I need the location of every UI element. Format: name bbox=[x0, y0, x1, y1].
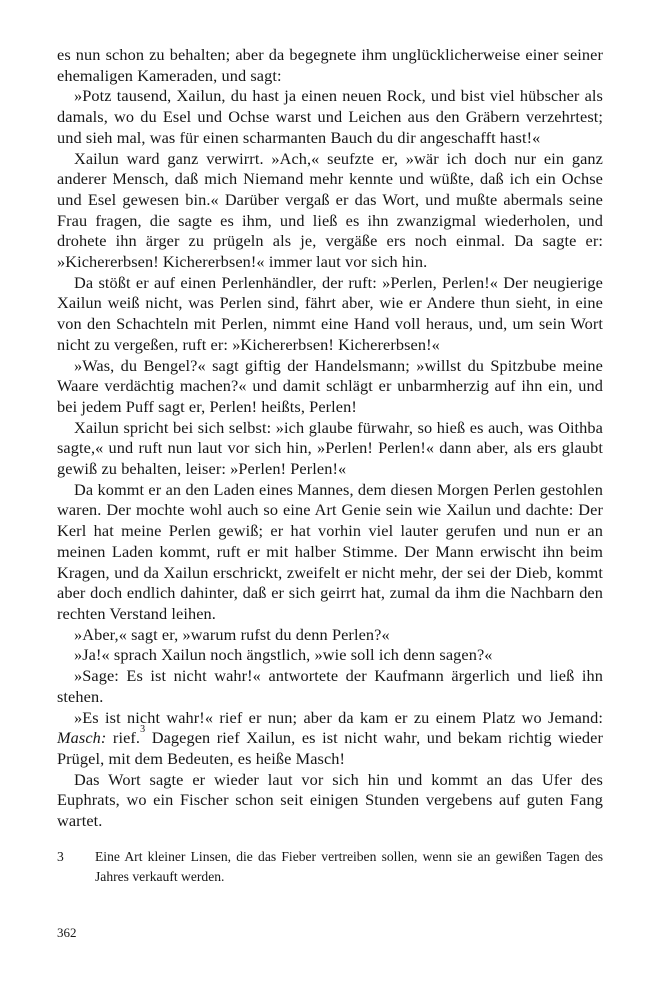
footnote bbox=[57, 847, 603, 887]
paragraph: Xailun spricht bei sich selbst: »ich glaube fürwahr, so hieß es auch, was Oithba sagte,« und ruft nun laut vor sich hin, »Perlen! Perlen!« dann aber, als ers glaubt gewiß zu behalten, leiser: »Perlen! Perlen!« bbox=[57, 417, 603, 479]
paragraph: Xailun ward ganz verwirrt. »Ach,« seufzte er, »wär ich doch nur ein ganz anderer Mensch, daß mich Niemand mehr kennte und wüßte, daß ich ein Ochse und Esel gewesen bin.« Darüber vergaß er das Wort, und mußte abermals seine Frau fragen, die sagte es ihm, und ließ es ihn zwanzigmal wiederholen, und drohete ihn ärger zu prügeln als je, vergäße ers noch einmal. Da sagte er: »Kichererbsen! Kichererbsen!« immer laut vor sich hin. bbox=[57, 148, 603, 272]
paragraph-text: rief. bbox=[106, 728, 141, 748]
paragraph: Da kommt er an den Laden eines Mannes, dem diesen Morgen Perlen gestohlen waren. Der mochte wohl auch so eine Art Genie sein wie Xailun und dachte: Der Kerl hat meine Perlen gewiß; er hat vorhin viel lauter gerufen und nun er an meinen Laden kommt, ruft er mit halber Stimme. Der Mann erwischt ihn beim Kragen, und da Xailun erschrickt, zweifelt er nicht mehr, der sei der Dieb, kommt aber doch endlich dahinter, daß er sich geirrt hat, zumal da ihm die Nachbarn den rechten Verstand leihen. bbox=[57, 479, 603, 623]
paragraph: »Ja!« sprach Xailun noch ängstlich, »wie soll ich denn sagen?« bbox=[74, 645, 493, 665]
paragraph-text: Dagegen rief Xailun, es ist nicht wahr, und bekam richtig wieder Prügel, mit dem Bedeuten, es heiße Masch! bbox=[57, 728, 603, 768]
paragraph bbox=[57, 708, 603, 770]
text-block bbox=[57, 45, 603, 832]
paragraph: es nun schon zu behalten; aber da begegnete ihm unglücklicherweise einer seiner ehemaligen Kameraden, und sagt: bbox=[57, 45, 603, 85]
footnote-text: Eine Art kleiner Linsen, die das Fieber vertreiben sollen, wenn sie an gewißen Tagen des Jahres verkauft werden. bbox=[95, 848, 603, 884]
page-number: 362 bbox=[57, 925, 77, 940]
paragraph: »Was, du Bengel?« sagt giftig der Handelsmann; »willst du Spitzbube meine Waare verdächtig machen?« und damit schlägt er unbarmherzig auf ihn ein, und bei jedem Puff sagt er, Perlen! heißts, Perlen! bbox=[57, 355, 603, 416]
paragraph: Da stößt er auf einen Perlenhändler, der ruft: »Perlen, Perlen!« Der neugierige Xailun weiß nicht, was Perlen sind, fährt aber, wie er Andere thun sieht, in eine von den Schachteln mit Perlen, nimmt eine Hand voll heraus, und, um sein Wort nicht zu vergeßen, ruft er: »Kichererbsen! Kichererbsen!« bbox=[57, 272, 603, 354]
footnote-reference: 3 bbox=[140, 724, 146, 736]
paragraph: Das Wort sagte er wieder laut vor sich hin und kommt an das Ufer des Euphrats, wo ein Fischer schon seit einigen Stunden vergebens auf guten Fang wartet. bbox=[57, 769, 603, 831]
footnote-marker: 3 bbox=[57, 848, 64, 864]
paragraph: »Aber,« sagt er, »warum rufst du denn Perlen?« bbox=[74, 624, 390, 644]
italic-term: Masch: bbox=[57, 728, 107, 748]
paragraph-text: »Es ist nicht wahr!« rief er nun; aber da kam er zu einem Platz wo Jemand: bbox=[74, 707, 603, 727]
paragraph: »Sage: Es ist nicht wahr!« antwortete der Kaufmann ärgerlich und ließ ihn stehen. bbox=[57, 666, 603, 706]
paragraph: »Potz tausend, Xailun, du hast ja einen neuen Rock, und bist viel hübscher als damals, wo du Esel und Ochse warst und Leichen aus den Gräbern verzehrtest; und sieh mal, was für einen scharmanten Bauch du dir angeschafft hast!« bbox=[57, 86, 603, 147]
